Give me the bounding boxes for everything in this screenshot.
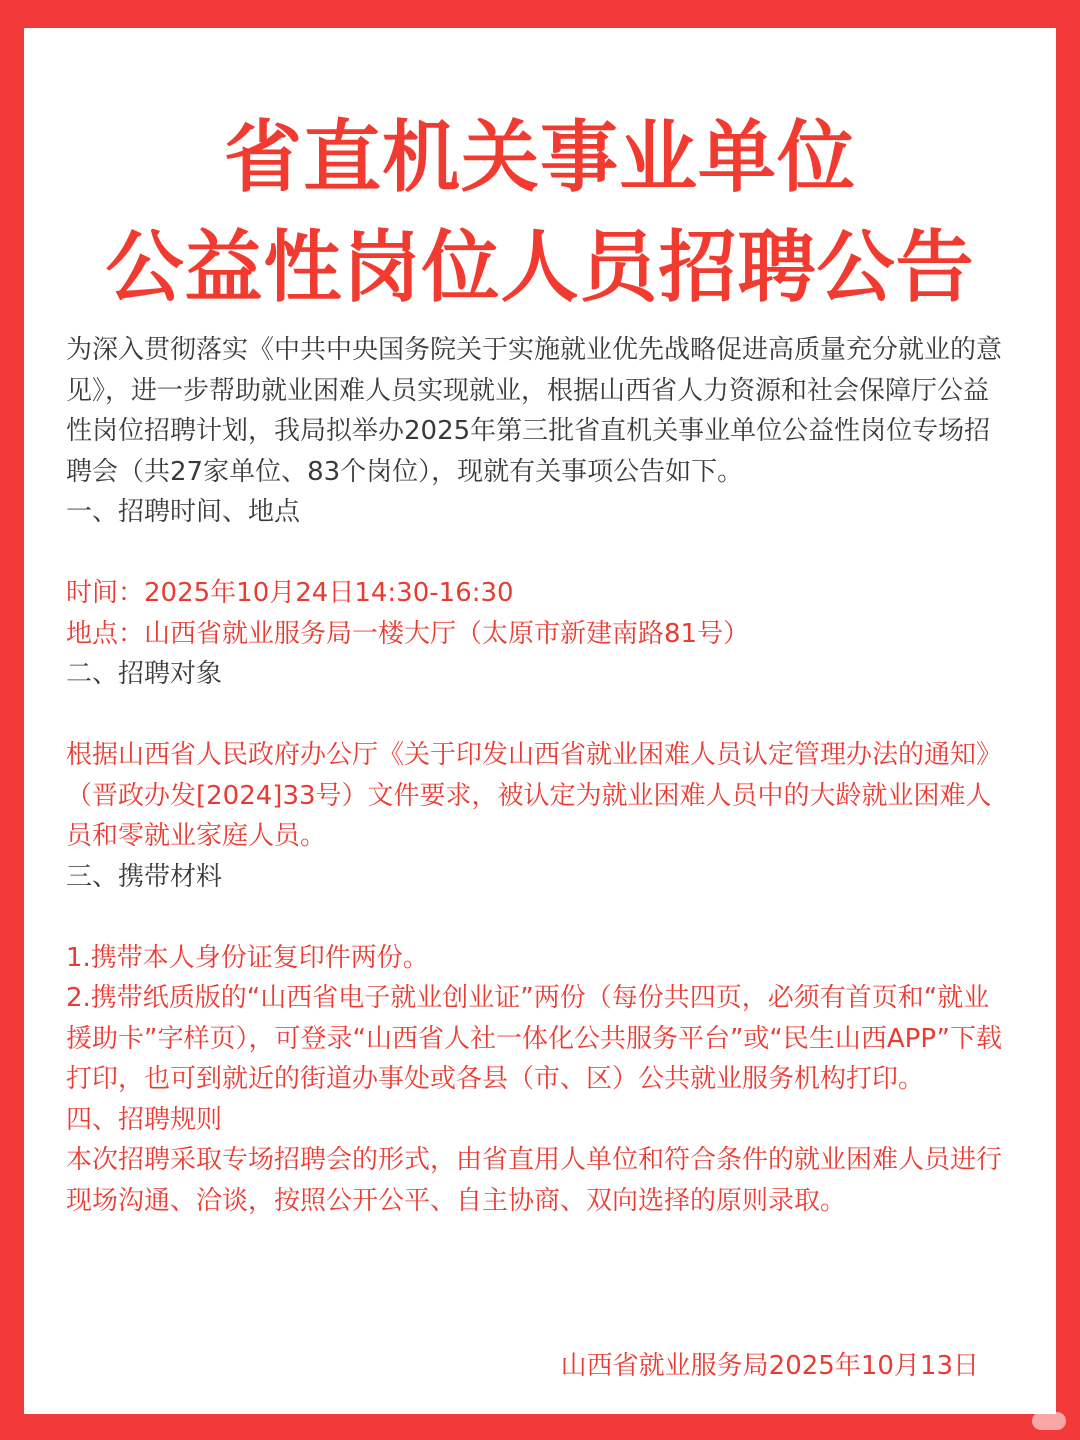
recruit-rules: 本次招聘采取专场招聘会的形式，由省直用人单位和符合条件的就业困难人员进行现场沟通、洽谈，按照公开公平、自主协商、双向选择的原则录取。	[66, 1145, 1003, 1216]
title-line-1: 省直机关事业单位	[223, 113, 856, 203]
section-2-heading: 二、招聘对象	[66, 659, 223, 689]
recruit-time: 时间：2025年10月24日14:30-16:30	[66, 578, 514, 608]
notice-card	[24, 28, 1056, 1414]
recruit-place: 地点：山西省就业服务局一楼大厅（太原市新建南路81号）	[66, 618, 750, 649]
section-3-heading: 三、携带材料	[66, 861, 223, 892]
section-4-heading: 四、招聘规则	[66, 1104, 223, 1135]
section-1-heading: 一、招聘时间、地点	[66, 497, 301, 527]
intro-paragraph: 为深入贯彻落实《中共中央国务院关于实施就业优先战略促进高质量充分就业的意见》，进一步帮助就业困难人员实现就业，根据山西省人力资源和社会保障厅公益性岗位招聘计划，我局拟举办2025年第三批省直机关事业单位公益性岗位专场招聘会（共27家单位、83个岗位），现就有关事项公告如下。	[66, 335, 1003, 487]
signature: 山西省就业服务局2025年10月13日	[560, 1351, 979, 1381]
spacer	[66, 533, 1014, 574]
recruit-target: 根据山西省人民政府办公厅《关于印发山西省就业困难人员认定管理办法的通知》（晋政办发[2024]33号）文件要求，被认定为就业困难人员中的大龄就业困难人员和零就业家庭人员。	[66, 740, 1003, 851]
material-item-1: 1.携带本人身份证复印件两份。	[66, 942, 429, 973]
spacer	[66, 897, 1014, 938]
title-line-2: 公益性岗位人员招聘公告	[105, 223, 975, 313]
material-item-2: 2.携带纸质版的“山西省电子就业创业证”两份（每份共四页，必须有首页和“就业援助卡”字样页），可登录“山西省人社一体化公共服务平台”或“民生山西APP”下载打印，也可到就近的街道办事处或各县（市、区）公共就业服务机构打印。	[66, 983, 1002, 1094]
spacer	[66, 695, 1014, 736]
notice-body	[66, 330, 1014, 1221]
watermark	[1032, 1412, 1066, 1430]
